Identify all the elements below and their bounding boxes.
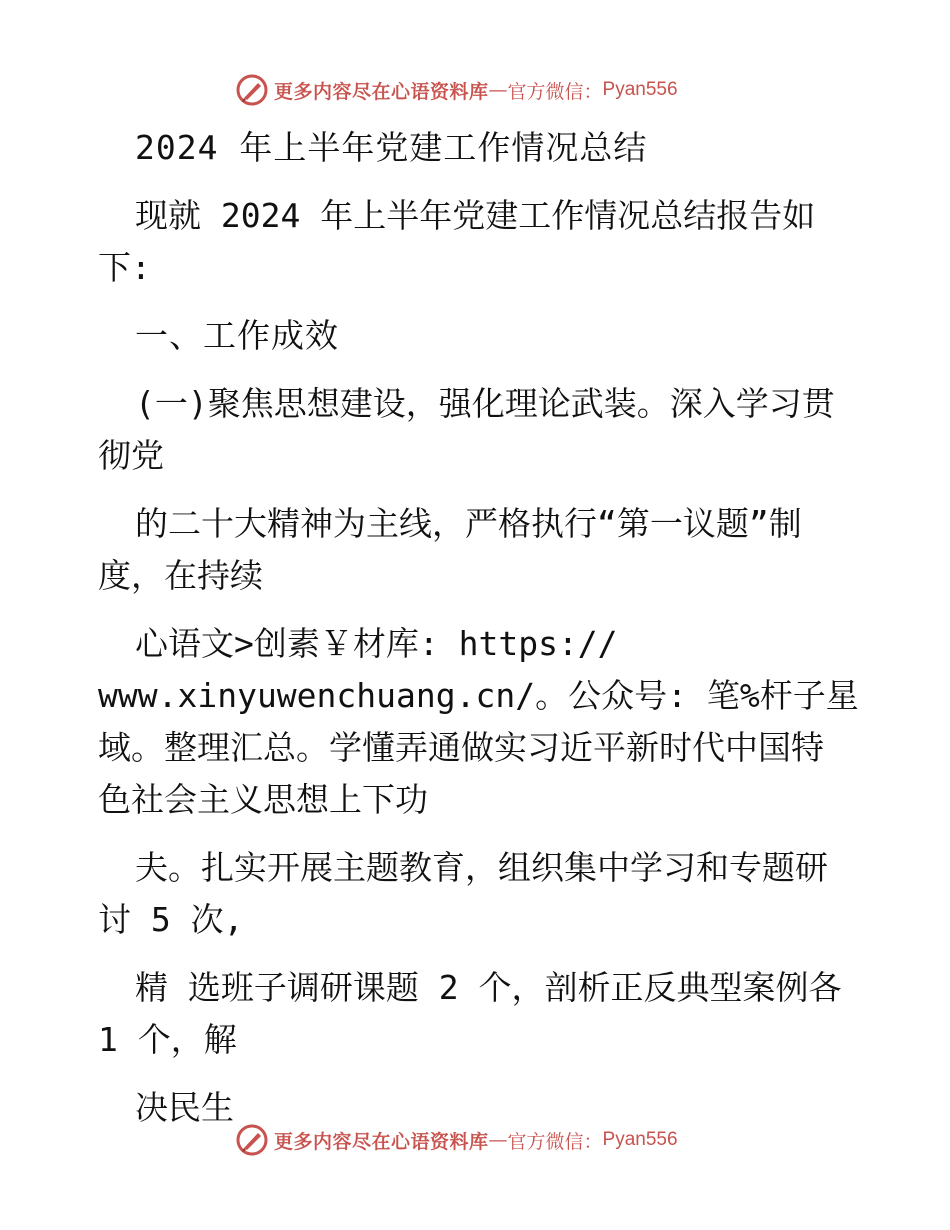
banner-wechat-id: Pyan556 [602,1129,678,1150]
paragraph-line: 夫。扎实开展主题教育，组织集中学习和专题研 [135,848,828,887]
banner-contact-label: 官方微信： [507,1130,603,1153]
document-body [98,122,868,1150]
paragraph-line: 的二十大精神为主线，严格执行“第一议题”制 [135,504,802,543]
paragraph-line: 精 选班子调研课题 2 个，剖析正反典型案例各 [135,968,842,1007]
paragraph-line: 色社会主义思想上下功 [98,780,428,819]
paragraph-line: 决民生 [135,1088,234,1127]
banner-dash: — [488,79,508,101]
footer-watermark-banner [236,1122,736,1158]
section-heading: 一、工作成效 [135,316,339,355]
paragraph-line: 度，在持续 [98,556,263,595]
header-watermark-banner [236,72,736,108]
banner-dash: — [488,1129,508,1151]
document-title: 2024 年上半年党建工作情况总结 [135,128,648,167]
paragraph-line: 心语文>创素￥材库: https:// [135,624,618,663]
paragraph-line: www.xinyuwenchuang.cn/。公众号: 笔%杆子星 [98,676,859,715]
paragraph-line: 域。整理汇总。学懂弄通做实习近平新时代中国特 [98,728,824,767]
paragraph-line: 讨 5 次, [98,900,244,939]
banner-wechat-id: Pyan556 [602,79,678,100]
pen-feather-logo-icon [236,1124,268,1156]
paragraph-line: 下: [98,248,151,287]
paragraph-line: 现就 2024 年上半年党建工作情况总结报告如 [135,196,816,235]
paragraph-line: 1 个，解 [98,1020,237,1059]
paragraph-line: 彻党 [98,436,164,475]
banner-site-text: 更多内容尽在心语资料库 [274,1130,489,1153]
banner-contact-label: 官方微信： [507,80,603,103]
banner-site-text: 更多内容尽在心语资料库 [274,80,489,103]
paragraph-line: (一)聚焦思想建设，强化理论武装。深入学习贯 [135,384,835,423]
pen-feather-logo-icon [236,74,268,106]
